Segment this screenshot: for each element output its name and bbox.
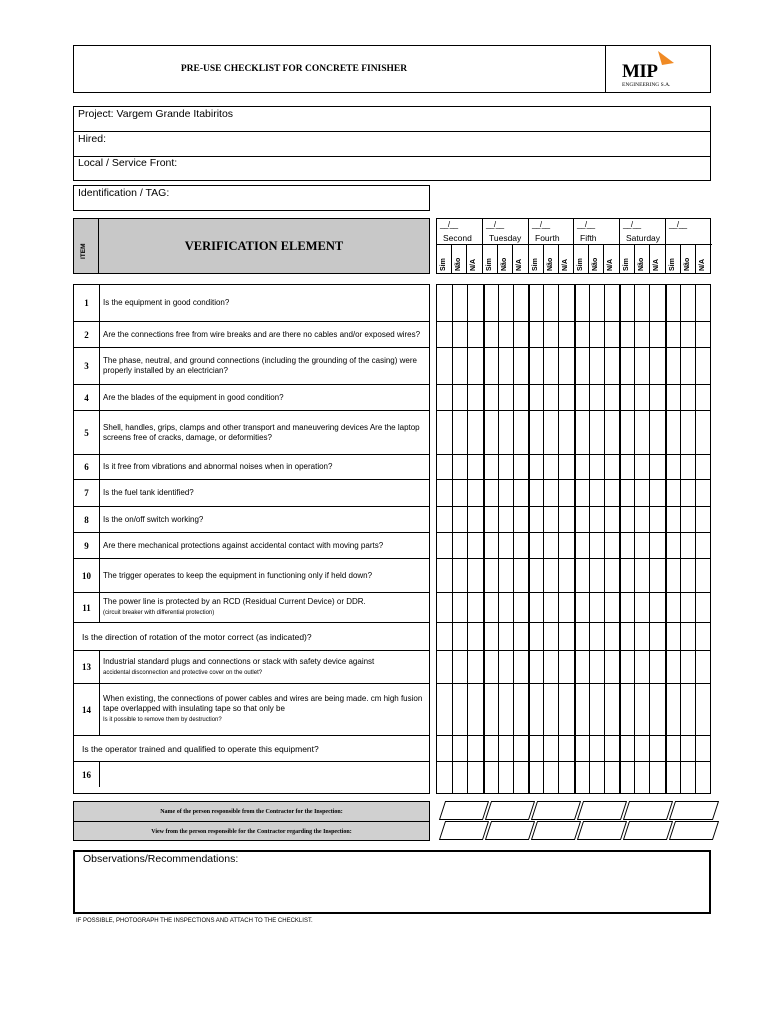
sub-column-header bbox=[513, 245, 529, 274]
day-date: __/__ bbox=[486, 220, 504, 229]
table-row bbox=[74, 480, 429, 507]
item-number: 7 bbox=[74, 480, 100, 506]
signature-cell[interactable] bbox=[439, 801, 489, 820]
sub-column-label: Não bbox=[638, 257, 645, 271]
company-logo bbox=[605, 45, 712, 93]
sub-column-label: N/A bbox=[607, 258, 614, 271]
table-row bbox=[74, 348, 429, 385]
sub-column-header bbox=[620, 245, 635, 274]
sub-column-label: N/A bbox=[653, 258, 660, 271]
signature-cell[interactable] bbox=[531, 801, 581, 820]
day-column-1 bbox=[483, 219, 529, 273]
logo-flag-icon bbox=[658, 51, 674, 65]
signature-cell[interactable] bbox=[577, 801, 627, 820]
weekday-header bbox=[436, 218, 711, 274]
responsible-section bbox=[73, 801, 430, 841]
grid-row-line bbox=[437, 683, 710, 684]
grid-column-line bbox=[558, 285, 559, 793]
grid-row-line bbox=[437, 735, 710, 736]
item-text bbox=[101, 684, 431, 735]
day-date: __/__ bbox=[440, 220, 458, 229]
grid-column-line bbox=[680, 285, 681, 793]
document-header bbox=[73, 45, 711, 93]
signature-cell[interactable] bbox=[669, 821, 719, 840]
item-number: 2 bbox=[74, 322, 100, 347]
table-row bbox=[74, 593, 429, 623]
responsible-signature-grid[interactable] bbox=[436, 801, 716, 841]
day-date: __/__ bbox=[532, 220, 550, 229]
item-text bbox=[101, 762, 431, 787]
sub-column-label: Não bbox=[455, 257, 462, 271]
grid-column-line bbox=[452, 285, 453, 793]
sub-column-header bbox=[452, 245, 467, 274]
day-name: Fifth bbox=[580, 233, 597, 243]
sub-column-label: Sim bbox=[577, 258, 584, 271]
sub-column-header bbox=[650, 245, 666, 274]
table-row bbox=[74, 411, 429, 455]
sub-column-label: Não bbox=[684, 257, 691, 271]
grid-column-line bbox=[604, 285, 605, 793]
day-column-0 bbox=[437, 219, 483, 273]
signature-cell[interactable] bbox=[439, 821, 489, 840]
grid-row-line bbox=[437, 347, 710, 348]
item-text bbox=[101, 533, 431, 558]
sub-column-label: Sim bbox=[623, 258, 630, 271]
day-column-3 bbox=[574, 219, 620, 273]
item-text-main: When existing, the connections of power cables and wires are being made. cm high fusion tape overlapped with insulating tape so that only be bbox=[103, 694, 423, 713]
item-number: 5 bbox=[74, 411, 100, 454]
day-header bbox=[483, 219, 528, 245]
grid-column-line bbox=[528, 285, 530, 793]
item-text-main: Shell, handles, grips, clamps and other transport and maneuvering devices Are the laptop screens free of cracks, damage, or deformities? bbox=[103, 422, 420, 442]
sub-column-label: Não bbox=[547, 257, 554, 271]
day-header bbox=[620, 219, 665, 245]
sub-column-header bbox=[483, 245, 498, 274]
local-field[interactable]: Local / Service Front: bbox=[78, 157, 178, 169]
sub-column-header bbox=[666, 245, 681, 274]
item-text-main: Is it free from vibrations and abnormal noises when in operation? bbox=[103, 462, 333, 471]
identification-tag-field[interactable]: Identification / TAG: bbox=[73, 185, 430, 211]
day-column-4 bbox=[620, 219, 666, 273]
table-row bbox=[74, 285, 429, 322]
table-row bbox=[74, 623, 429, 651]
item-number: 14 bbox=[74, 684, 100, 735]
grid-row-line bbox=[437, 479, 710, 480]
item-number: 11 bbox=[74, 593, 100, 622]
grid-row-line bbox=[437, 558, 710, 559]
item-text-main: Industrial standard plugs and connections or stack with safety device against bbox=[103, 656, 375, 666]
item-text bbox=[101, 559, 431, 592]
item-text-main: The phase, neutral, and ground connections (including the grounding of the casing) were properly installed by an electrician? bbox=[103, 356, 417, 375]
day-name: Saturday bbox=[626, 233, 661, 243]
logo-text: MIP bbox=[622, 61, 658, 82]
footnote: IF POSSIBLE, PHOTOGRAPH THE INSPECTIONS AND ATTACH TO THE CHECKLIST. bbox=[76, 918, 313, 924]
grid-row-line bbox=[437, 321, 710, 322]
table-row bbox=[74, 651, 429, 684]
responsible-name-label: Name of the person responsible from the Contractor for the Inspection: bbox=[74, 802, 429, 822]
item-number: 9 bbox=[74, 533, 100, 558]
item-text-main: Is the fuel tank identified? bbox=[103, 488, 194, 497]
grid-row-line bbox=[437, 454, 710, 455]
sub-column-header bbox=[498, 245, 513, 274]
day-header bbox=[437, 219, 482, 245]
sub-column-label: N/A bbox=[699, 258, 706, 271]
table-row bbox=[74, 559, 429, 593]
sub-column-header bbox=[467, 245, 483, 274]
table-row bbox=[74, 455, 429, 480]
day-name: Fourth bbox=[535, 233, 560, 243]
sub-column-label: N/A bbox=[562, 258, 569, 271]
item-number: 10 bbox=[74, 559, 100, 592]
item-text bbox=[101, 651, 431, 683]
item-number: 16 bbox=[74, 762, 100, 787]
item-text: Is the operator trained and qualified to operate this equipment? bbox=[82, 743, 319, 754]
item-text bbox=[101, 285, 431, 321]
sub-column-header bbox=[681, 245, 696, 274]
sub-column-header bbox=[559, 245, 574, 274]
table-row bbox=[74, 385, 429, 411]
table-row bbox=[74, 684, 429, 736]
item-header-label: ITEM bbox=[80, 243, 87, 259]
table-row bbox=[74, 533, 429, 559]
item-number: 1 bbox=[74, 285, 100, 321]
sub-column-label: Sim bbox=[669, 258, 676, 271]
signature-cell[interactable] bbox=[623, 821, 673, 840]
grid-column-line bbox=[695, 285, 696, 793]
sub-column-label: Sim bbox=[486, 258, 493, 271]
table-row bbox=[74, 762, 429, 787]
item-number: 8 bbox=[74, 507, 100, 532]
item-text-main: The trigger operates to keep the equipment in functioning only if held down? bbox=[103, 570, 373, 580]
grid-row-line bbox=[437, 650, 710, 651]
item-text bbox=[101, 348, 431, 384]
item-text-note: accidental disconnection and protective cover on the outlet? bbox=[103, 669, 263, 676]
observations-label: Observations/Recommendations: bbox=[83, 853, 239, 865]
item-number: 13 bbox=[74, 651, 100, 683]
table-row bbox=[74, 322, 429, 348]
signature-cell[interactable] bbox=[485, 821, 535, 840]
sub-column-header bbox=[574, 245, 589, 274]
project-info bbox=[73, 106, 711, 181]
item-number: 4 bbox=[74, 385, 100, 410]
item-text-note: Is it possible to remove them by destruction? bbox=[103, 717, 222, 723]
sub-column-label: Não bbox=[592, 257, 599, 271]
grid-column-line bbox=[543, 285, 544, 793]
grid-column-line bbox=[483, 285, 485, 793]
grid-column-line bbox=[665, 285, 667, 793]
sub-column-label: N/A bbox=[516, 258, 523, 271]
grid-column-line bbox=[498, 285, 499, 793]
grid-row-line bbox=[437, 622, 710, 623]
day-name: Tuesday bbox=[489, 233, 522, 243]
signature-cell[interactable] bbox=[669, 801, 719, 820]
item-number: 6 bbox=[74, 455, 100, 479]
item-number: 3 bbox=[74, 348, 100, 384]
item-text bbox=[101, 411, 431, 454]
item-text bbox=[101, 322, 431, 347]
sub-column-header bbox=[604, 245, 620, 274]
grid-row-line bbox=[437, 592, 710, 593]
item-text-main: Are the blades of the equipment in good condition? bbox=[103, 392, 284, 402]
sub-column-header bbox=[696, 245, 712, 274]
item-text bbox=[101, 507, 431, 532]
item-text-main: Is the equipment in good condition? bbox=[103, 298, 230, 307]
sub-column-header bbox=[635, 245, 650, 274]
grid-column-line bbox=[574, 285, 576, 793]
sub-column-label: N/A bbox=[470, 258, 477, 271]
signature-cell[interactable] bbox=[623, 801, 673, 820]
grid-column-line bbox=[513, 285, 514, 793]
grid-column-line bbox=[634, 285, 635, 793]
item-text: Is the direction of rotation of the motor correct (as indicated)? bbox=[82, 631, 312, 642]
check-grid[interactable] bbox=[436, 284, 711, 794]
sub-column-label: Não bbox=[501, 257, 508, 271]
day-name: Second bbox=[443, 233, 472, 243]
item-column-header bbox=[73, 218, 99, 274]
sub-column-header bbox=[589, 245, 604, 274]
day-date: __/__ bbox=[577, 220, 595, 229]
project-field[interactable]: Project: Vargem Grande Itabiritos bbox=[74, 107, 710, 132]
verification-element-header bbox=[99, 218, 430, 274]
grid-row-line bbox=[437, 384, 710, 385]
item-text-note: (circuit breaker with differential protection) bbox=[103, 610, 215, 616]
day-date: __/__ bbox=[669, 220, 687, 229]
grid-row-line bbox=[437, 532, 710, 533]
item-text bbox=[101, 385, 431, 410]
sub-column-header bbox=[437, 245, 452, 274]
responsible-view-label: View from the person responsible for the Contractor regarding the Inspection: bbox=[151, 829, 352, 835]
day-header bbox=[666, 219, 712, 245]
day-date: __/__ bbox=[623, 220, 641, 229]
grid-column-line bbox=[589, 285, 590, 793]
sub-column-label: Sim bbox=[532, 258, 539, 271]
logo-subtext: ENGINEERING S.A. bbox=[622, 82, 671, 88]
item-text-main: Are the connections free from wire breaks and are there no cables and/or exposed wires? bbox=[103, 329, 421, 339]
day-header bbox=[529, 219, 573, 245]
sub-column-label: Sim bbox=[440, 258, 447, 271]
observations-box[interactable] bbox=[73, 850, 711, 914]
item-text-main: Is the on/off switch working? bbox=[103, 514, 204, 524]
item-text-main: The power line is protected by an RCD (Residual Current Device) or DDR. bbox=[103, 597, 366, 606]
table-row bbox=[74, 736, 429, 762]
grid-row-line bbox=[437, 506, 710, 507]
sub-column-header bbox=[544, 245, 559, 274]
signature-cell[interactable] bbox=[577, 821, 627, 840]
checklist-items bbox=[73, 284, 430, 794]
grid-column-line bbox=[619, 285, 621, 793]
item-text-main: Are there mechanical protections against accidental contact with moving parts? bbox=[103, 540, 384, 550]
verification-element-title: VERIFICATION ELEMENT bbox=[184, 239, 344, 253]
signature-cell[interactable] bbox=[485, 801, 535, 820]
item-text bbox=[101, 455, 431, 479]
grid-row-line bbox=[437, 410, 710, 411]
grid-column-line bbox=[649, 285, 650, 793]
sub-column-header bbox=[529, 245, 544, 274]
item-text bbox=[101, 593, 431, 622]
signature-cell[interactable] bbox=[531, 821, 581, 840]
grid-column-line bbox=[467, 285, 468, 793]
day-column-5 bbox=[666, 219, 712, 273]
day-header bbox=[574, 219, 619, 245]
table-row bbox=[74, 507, 429, 533]
item-text bbox=[101, 480, 431, 506]
document-title: PRE-USE CHECKLIST FOR CONCRETE FINISHER bbox=[180, 64, 408, 74]
day-column-2 bbox=[529, 219, 574, 273]
hired-field[interactable]: Hired: bbox=[74, 132, 710, 157]
grid-row-line bbox=[437, 761, 710, 762]
